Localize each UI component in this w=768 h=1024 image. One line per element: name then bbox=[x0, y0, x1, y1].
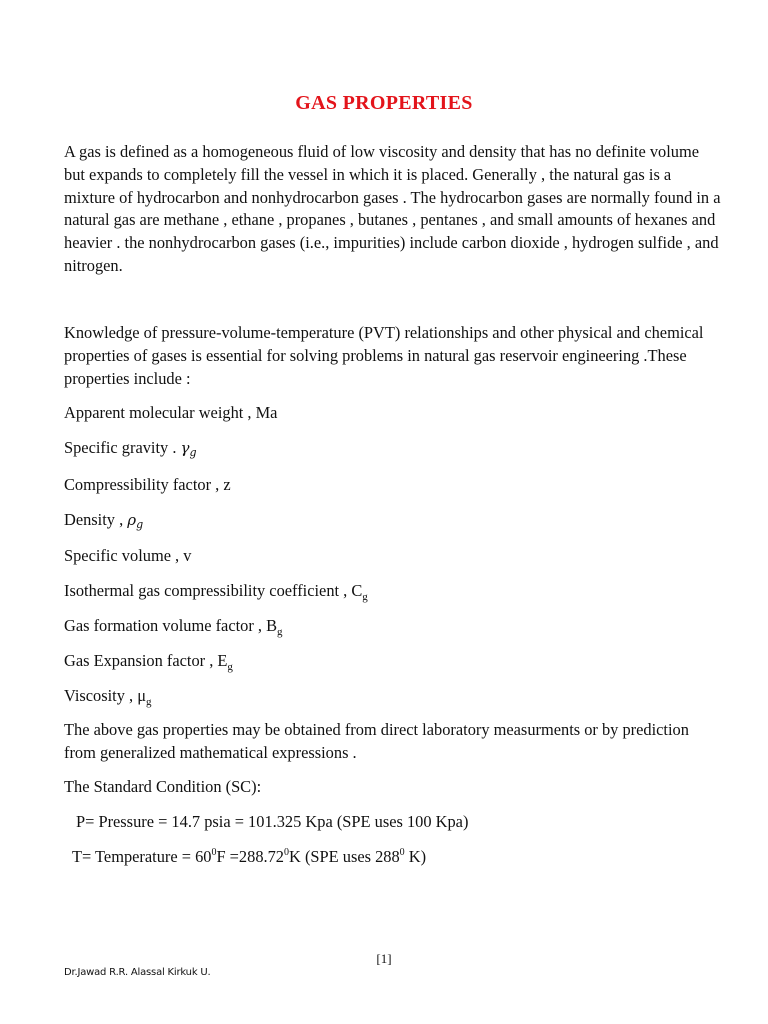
page-number: [1] bbox=[376, 951, 392, 966]
property-label: Density , bbox=[64, 510, 128, 529]
property-label: Isothermal gas compressibility coefficient , C bbox=[64, 581, 363, 600]
footer-author: Dr.Jawad R.R. Alassal Kirkuk U. bbox=[64, 967, 211, 978]
standard-pressure: P= Pressure = 14.7 psia = 101.325 Kpa (SPE uses 100 Kpa) bbox=[76, 812, 469, 831]
page-title: GAS PROPERTIES bbox=[295, 92, 473, 114]
property-isothermal-compressibility bbox=[64, 580, 368, 602]
intro-paragraph: A gas is defined as a homogeneous fluid of low viscosity and density that has no definite volume but expands to completely fill the vessel in which it is placed. Generally , the natural gas is a mixture of hydrocarbon and nonhydrocarbon gases . The hydrocarbon gases are normally found in a natural gas are methane , ethane , propanes , butanes , pentanes , and small amounts of hexanes and heavier . the nonhydrocarbon gases (i.e., impurities) include carbon dioxide , hydrogen sulfide , and nitrogen. bbox=[64, 142, 721, 275]
property-specific-gravity bbox=[64, 437, 197, 464]
property-compressibility-factor: Compressibility factor , z bbox=[64, 475, 231, 494]
property-label: Viscosity , μ bbox=[64, 686, 147, 705]
knowledge-paragraph: Knowledge of pressure-volume-temperature (PVT) relationships and other physical and chemical properties of gases is essential for solving problems in natural gas reservoir engineering .These properties include : bbox=[64, 323, 704, 388]
superscript: 0 bbox=[284, 847, 290, 858]
standard-temperature: T= Temperature = $60^0F =288.72^0K$ (SPE uses $288^0$ K) bbox=[72, 847, 427, 866]
prediction-paragraph: The above gas properties may be obtained from direct laboratory measurments or by prediction from generalized mathematical expressions . bbox=[64, 720, 689, 762]
property-expansion-factor bbox=[64, 650, 233, 672]
property-label: Gas Expansion factor , E bbox=[64, 651, 228, 670]
superscript: 0 bbox=[211, 847, 217, 858]
property-molecular-weight: Apparent molecular weight , Ma bbox=[64, 403, 278, 422]
property-label: Specific gravity . bbox=[64, 438, 181, 457]
subscript: g bbox=[227, 661, 233, 673]
rho-symbol: $\rho_g$ bbox=[127, 511, 144, 531]
standard-condition-heading: The Standard Condition (SC): bbox=[64, 777, 262, 796]
subscript: g bbox=[146, 696, 152, 708]
superscript: 0 bbox=[399, 847, 405, 858]
property-label: Gas formation volume factor , B bbox=[64, 616, 278, 635]
property-density bbox=[64, 509, 143, 536]
gamma-symbol: $\gamma_g$ bbox=[180, 439, 197, 459]
subscript: g bbox=[362, 591, 368, 603]
property-formation-volume-factor bbox=[64, 615, 283, 637]
property-viscosity bbox=[64, 685, 152, 707]
subscript: g bbox=[277, 626, 283, 638]
property-specific-volume: Specific volume , v bbox=[64, 546, 192, 565]
